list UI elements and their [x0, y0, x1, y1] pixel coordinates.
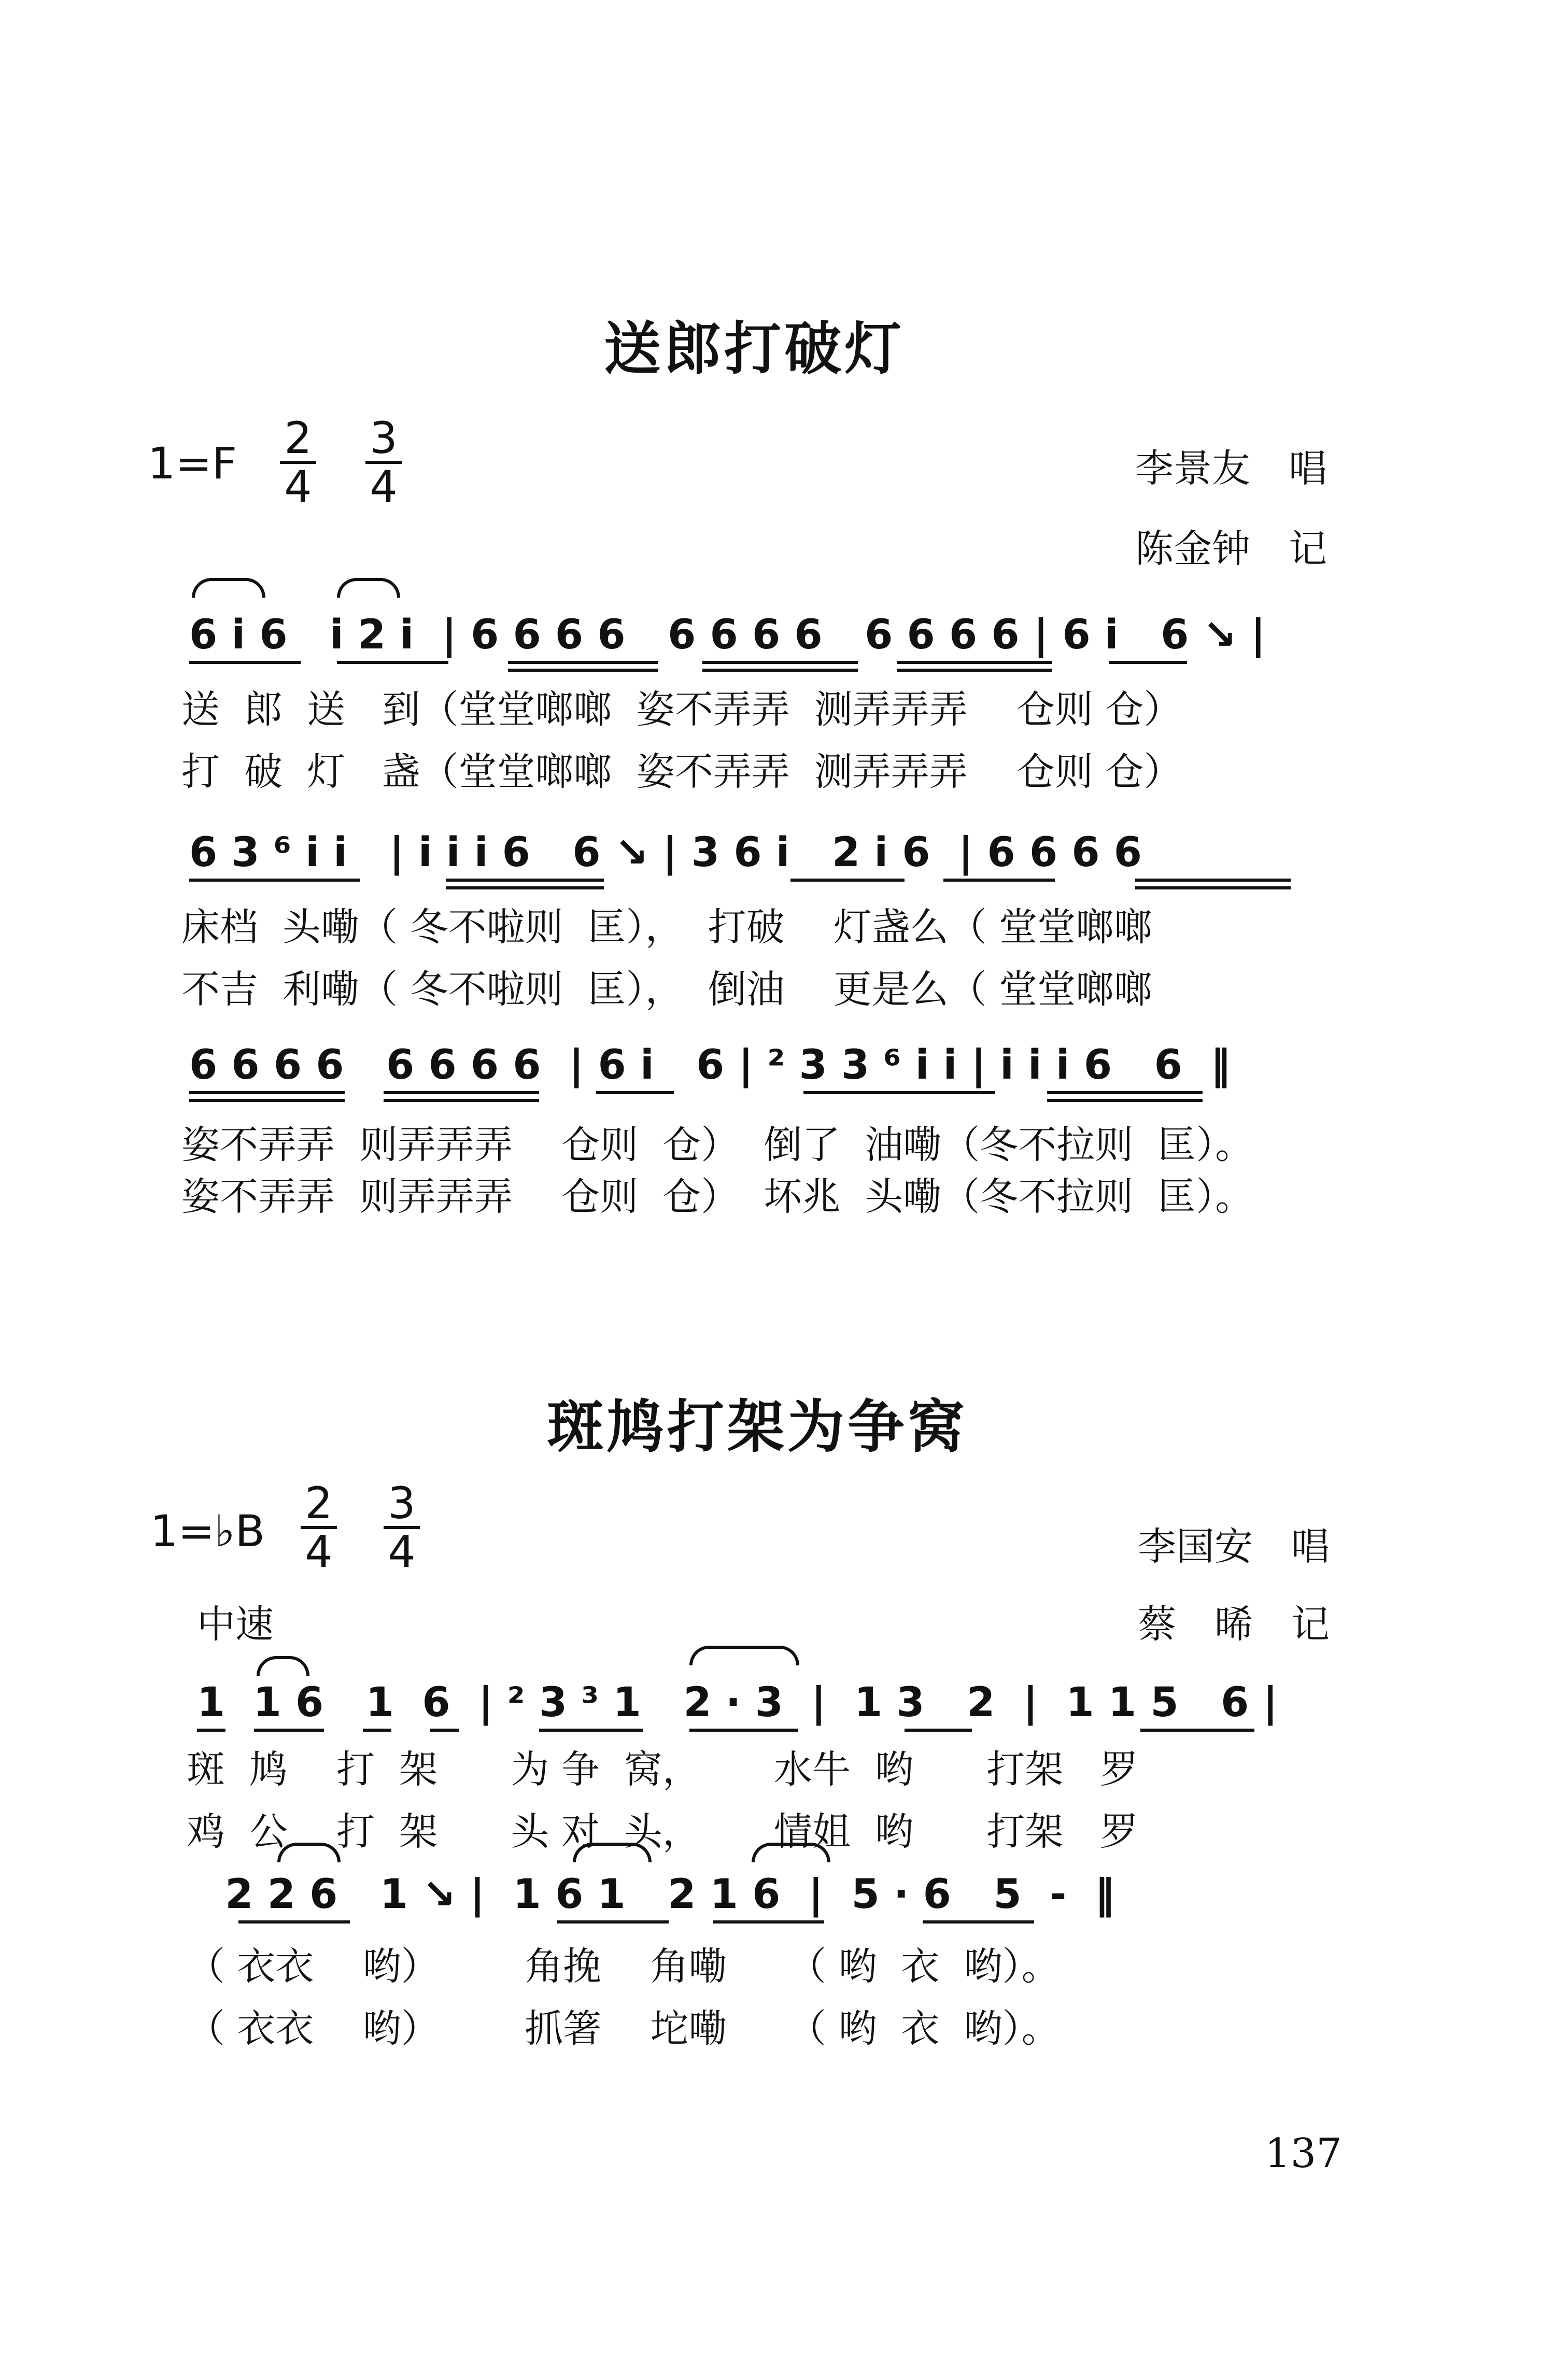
underline: [702, 669, 858, 672]
underline: [189, 879, 360, 882]
meter-numerator: 2: [284, 413, 312, 463]
underline: [713, 1920, 824, 1924]
song-1-row-3-notes: 6 6 6 6 6 6 6 6 | 6 i 6 | ² 3 3 ⁶ i i | i i i 6 6 ‖: [189, 1042, 1231, 1088]
song-2-row-2-lyric-2: （ 衣衣 哟） 抓箸 坨嘞 （ 哟 衣 哟）。: [187, 2006, 1060, 2051]
song-1-row-1-lyric-1: 送 郎 送 到（堂堂啷啷 姿不弄弄 测弄弄弄 仓则 仓）: [181, 687, 1182, 732]
page-number: 137: [1265, 2130, 1342, 2177]
meter-numerator: 3: [370, 413, 398, 463]
slur: [752, 1843, 830, 1862]
underline: [384, 1091, 539, 1094]
slur: [337, 578, 400, 598]
slur: [573, 1843, 652, 1862]
song-1-row-3-lyric-2: 姿不弄弄 则弄弄弄 仓则 仓） 坏兆 头嘞（冬不拉则 匡）。: [181, 1175, 1254, 1219]
underline: [1109, 661, 1187, 664]
song-1-singer: 李景友 唱: [1135, 446, 1327, 491]
underline: [446, 879, 604, 882]
song-1-row-1-lyric-2: 打 破 灯 盏（堂堂啷啷 姿不弄弄 测弄弄弄 仓则 仓）: [181, 749, 1182, 794]
underline: [943, 879, 1055, 882]
underline: [508, 669, 658, 672]
meter-denominator: 4: [370, 461, 398, 512]
song-2-row-1-lyric-2: 鸡 公 打 架 头 对 头， 情姐 哟 打架 罗: [187, 1809, 1138, 1854]
slur: [689, 1646, 799, 1665]
underline: [189, 1099, 345, 1102]
song-2-meter-1: [301, 1478, 337, 1577]
underline: [254, 1729, 324, 1732]
underline: [539, 1729, 643, 1732]
underline: [689, 1729, 798, 1732]
underline: [1135, 886, 1291, 889]
song-1-row-2-lyric-1: 床档 头嘞（ 冬不啦则 匡）， 打破 灯盏么（ 堂堂啷啷: [181, 905, 1153, 950]
underline: [1135, 879, 1291, 882]
slur: [277, 1843, 341, 1862]
song-2-row-2-lyric-1: （ 衣衣 哟） 角挽 角嘞 （ 哟 衣 哟）。: [187, 1944, 1060, 1989]
underline: [897, 669, 1052, 672]
underline: [1140, 1729, 1254, 1732]
underline: [363, 1729, 391, 1732]
song-1-key: 1=F: [148, 438, 237, 489]
song-2-title: 斑鸠打架为争窝: [547, 1394, 968, 1460]
song-2-key: 1=♭B: [150, 1506, 265, 1557]
meter-numerator: 3: [388, 1478, 416, 1529]
meter-denominator: 4: [305, 1526, 333, 1577]
underline: [790, 879, 905, 882]
meter-numerator: 2: [305, 1478, 333, 1529]
song-2-row-2-notes: 2 2 6 1 ↘ | 1 6 1 2 1 6 | 5 · 6 5 - ‖: [197, 1871, 1115, 1918]
song-1-meter-2: [365, 413, 402, 512]
underline: [702, 661, 858, 664]
song-2-tempo: 中速: [197, 1602, 274, 1647]
underline: [238, 1920, 350, 1924]
underline: [803, 1091, 995, 1094]
underline: [923, 1920, 1034, 1924]
song-2-row-1-lyric-1: 斑 鸠 打 架 为 争 窝， 水牛 哟 打架 罗: [187, 1747, 1138, 1792]
song-2-recorder: 蔡 晞 记: [1138, 1602, 1330, 1647]
underline: [596, 1091, 674, 1094]
meter-denominator: 4: [284, 461, 312, 512]
song-1-row-2-notes: 6 3 ⁶ i i | i i i 6 6 ↘ | 3 6 i 2 i 6 | 6 6 6 6: [189, 829, 1142, 876]
song-2-meter-2: [384, 1478, 420, 1577]
underline: [430, 1729, 459, 1732]
underline: [446, 886, 604, 889]
underline: [197, 1729, 225, 1732]
slur: [257, 1656, 309, 1676]
song-1-row-1-notes: 6 i 6 i 2 i | 6 6 6 6 6 6 6 6 6 6 6 6 | 6 i 6 ↘ |: [189, 612, 1266, 658]
song-1-meter-1: [280, 413, 316, 512]
meter-denominator: 4: [388, 1526, 416, 1577]
song-2-singer: 李国安 唱: [1138, 1524, 1330, 1569]
underline: [1047, 1091, 1203, 1094]
song-1-recorder: 陈金钟 记: [1135, 527, 1327, 571]
underline: [557, 1920, 669, 1924]
song-1-row-2-lyric-2: 不吉 利嘞（ 冬不啦则 匡）， 倒油 更是么（ 堂堂啷啷: [181, 967, 1153, 1012]
song-1-title: 送郎打破灯: [604, 316, 905, 382]
underline: [905, 1729, 972, 1732]
song-2-row-1-notes: 1 1 6 1 6 | ² 3 ³ 1 2 · 3 | 1 3 2 | 1 1 5 6 |: [197, 1679, 1278, 1726]
underline: [508, 661, 658, 664]
slur: [192, 578, 265, 598]
underline: [1047, 1099, 1203, 1102]
underline: [337, 661, 448, 664]
underline: [189, 661, 301, 664]
underline: [189, 1091, 345, 1094]
song-1-row-3-lyric-1: 姿不弄弄 则弄弄弄 仓则 仓） 倒了 油嘞（冬不拉则 匡）。: [181, 1123, 1254, 1167]
underline: [384, 1099, 539, 1102]
underline: [897, 661, 1052, 664]
